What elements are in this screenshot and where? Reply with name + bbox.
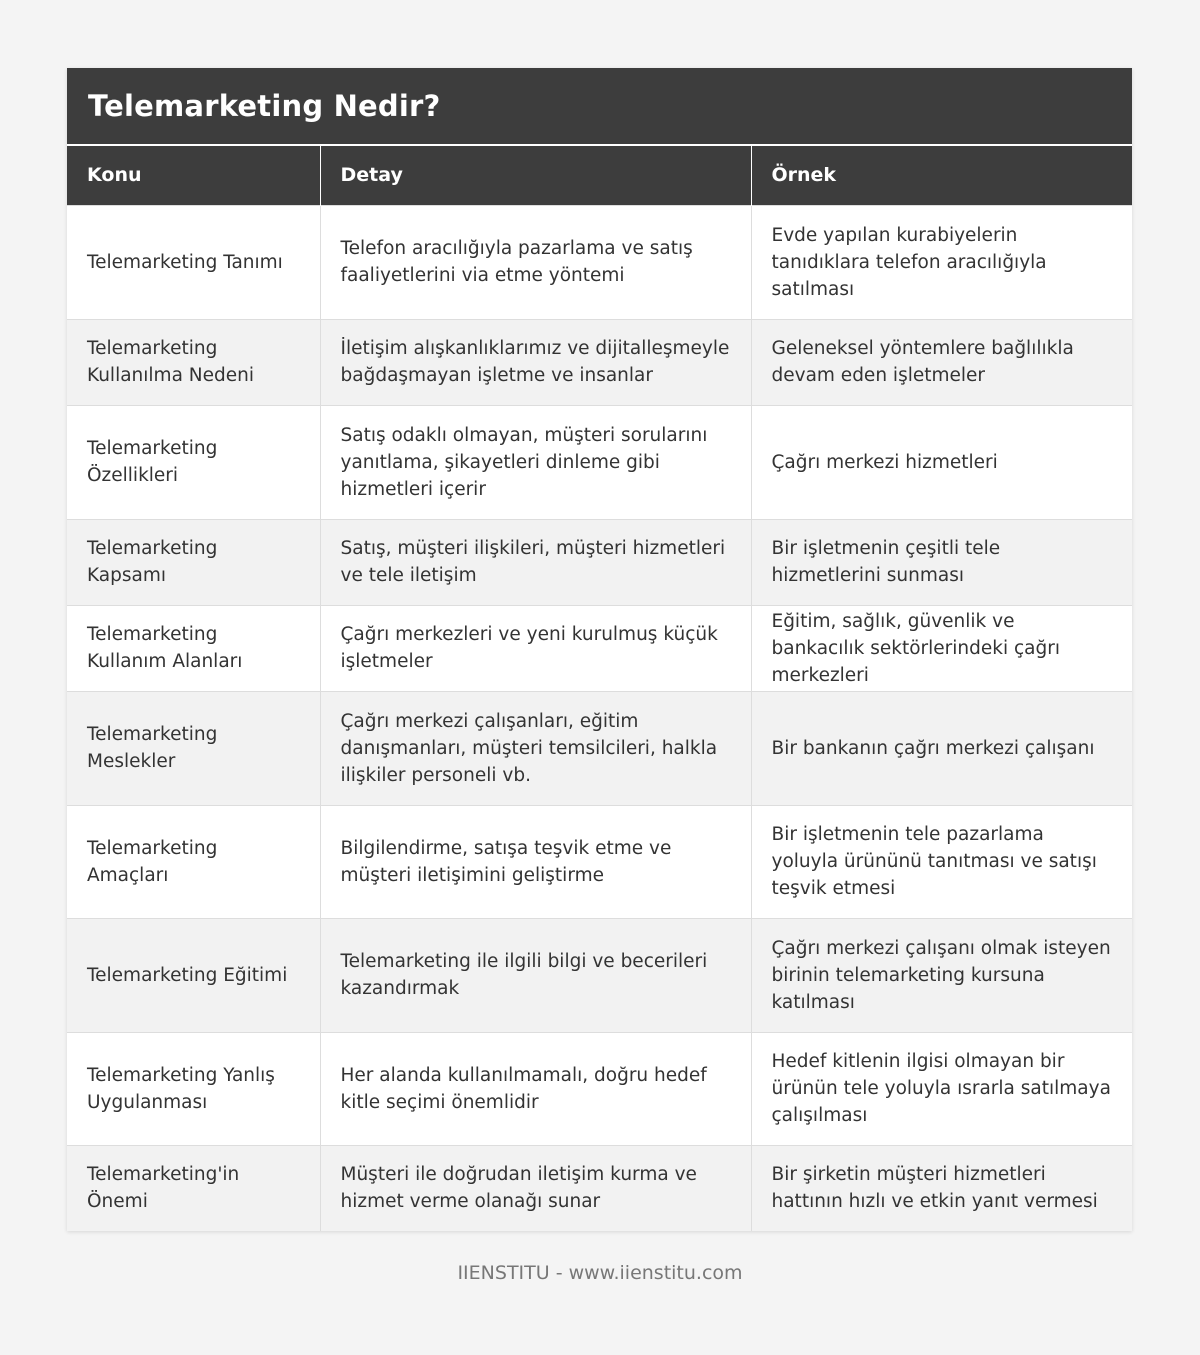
table-header [67,145,1132,205]
cell-detay: Çağrı merkezleri ve yeni kurulmuş küçük işletmeler [320,605,751,691]
table-row [67,918,1132,1032]
table-row [67,1032,1132,1145]
footer-credit: IIENSTITU - www.iienstitu.com [457,1262,743,1284]
table-body [67,205,1132,1231]
header-row [67,145,1132,205]
column-header-ornek: Örnek [751,145,1132,205]
table-row [67,691,1132,805]
cell-ornek: Bir bankanın çağrı merkezi çalışanı [751,691,1132,805]
column-header-konu: Konu [67,145,320,205]
cell-ornek: Çağrı merkezi çalışanı olmak isteyen birinin telemarketing kursuna katılması [751,918,1132,1032]
table-row [67,805,1132,918]
cell-detay: Telemarketing ile ilgili bilgi ve becerileri kazandırmak [320,918,751,1032]
cell-ornek: Çağrı merkezi hizmetleri [751,405,1132,519]
cell-detay: Müşteri ile doğrudan iletişim kurma ve hizmet verme olanağı sunar [320,1145,751,1231]
cell-konu: Telemarketing Kapsamı [67,519,320,605]
table-row [67,1145,1132,1231]
cell-detay: Çağrı merkezi çalışanları, eğitim danışmanları, müşteri temsilcileri, halkla ilişkiler personeli vb. [320,691,751,805]
cell-konu: Telemarketing'in Önemi [67,1145,320,1231]
cell-detay: Satış, müşteri ilişkileri, müşteri hizmetleri ve tele iletişim [320,519,751,605]
cell-ornek: Eğitim, sağlık, güvenlik ve bankacılık sektörlerindeki çağrı merkezleri [751,605,1132,691]
cell-detay: Satış odaklı olmayan, müşteri sorularını yanıtlama, şikayetleri dinleme gibi hizmetleri içerir [320,405,751,519]
cell-ornek: Bir işletmenin çeşitli tele hizmetlerini sunması [751,519,1132,605]
data-table [67,144,1132,1231]
cell-detay: Her alanda kullanılmamalı, doğru hedef kitle seçimi önemlidir [320,1032,751,1145]
cell-detay: İletişim alışkanlıklarımız ve dijitalleşmeyle bağdaşmayan işletme ve insanlar [320,319,751,405]
table-row [67,519,1132,605]
table-row [67,205,1132,319]
cell-detay: Telefon aracılığıyla pazarlama ve satış faaliyetlerini via etme yöntemi [320,205,751,319]
cell-konu: Telemarketing Tanımı [67,205,320,319]
cell-ornek: Geleneksel yöntemlere bağlılıkla devam eden işletmeler [751,319,1132,405]
cell-konu: Telemarketing Meslekler [67,691,320,805]
table-row [67,405,1132,519]
cell-konu: Telemarketing Kullanım Alanları [67,605,320,691]
cell-ornek: Evde yapılan kurabiyelerin tanıdıklara telefon aracılığıyla satılması [751,205,1132,319]
cell-konu: Telemarketing Kullanılma Nedeni [67,319,320,405]
cell-konu: Telemarketing Amaçları [67,805,320,918]
table-row [67,605,1132,691]
table-row [67,319,1132,405]
cell-ornek: Bir şirketin müşteri hizmetleri hattının hızlı ve etkin yanıt vermesi [751,1145,1132,1231]
table-card [67,68,1132,1231]
cell-detay: Bilgilendirme, satışa teşvik etme ve müşteri iletişimini geliştirme [320,805,751,918]
table-title: Telemarketing Nedir? [67,68,1132,144]
cell-konu: Telemarketing Eğitimi [67,918,320,1032]
cell-ornek: Hedef kitlenin ilgisi olmayan bir ürünün tele yoluyla ısrarla satılmaya çalışılması [751,1032,1132,1145]
cell-konu: Telemarketing Yanlış Uygulanması [67,1032,320,1145]
cell-ornek: Bir işletmenin tele pazarlama yoluyla ürününü tanıtması ve satışı teşvik etmesi [751,805,1132,918]
column-header-detay: Detay [320,145,751,205]
cell-konu: Telemarketing Özellikleri [67,405,320,519]
